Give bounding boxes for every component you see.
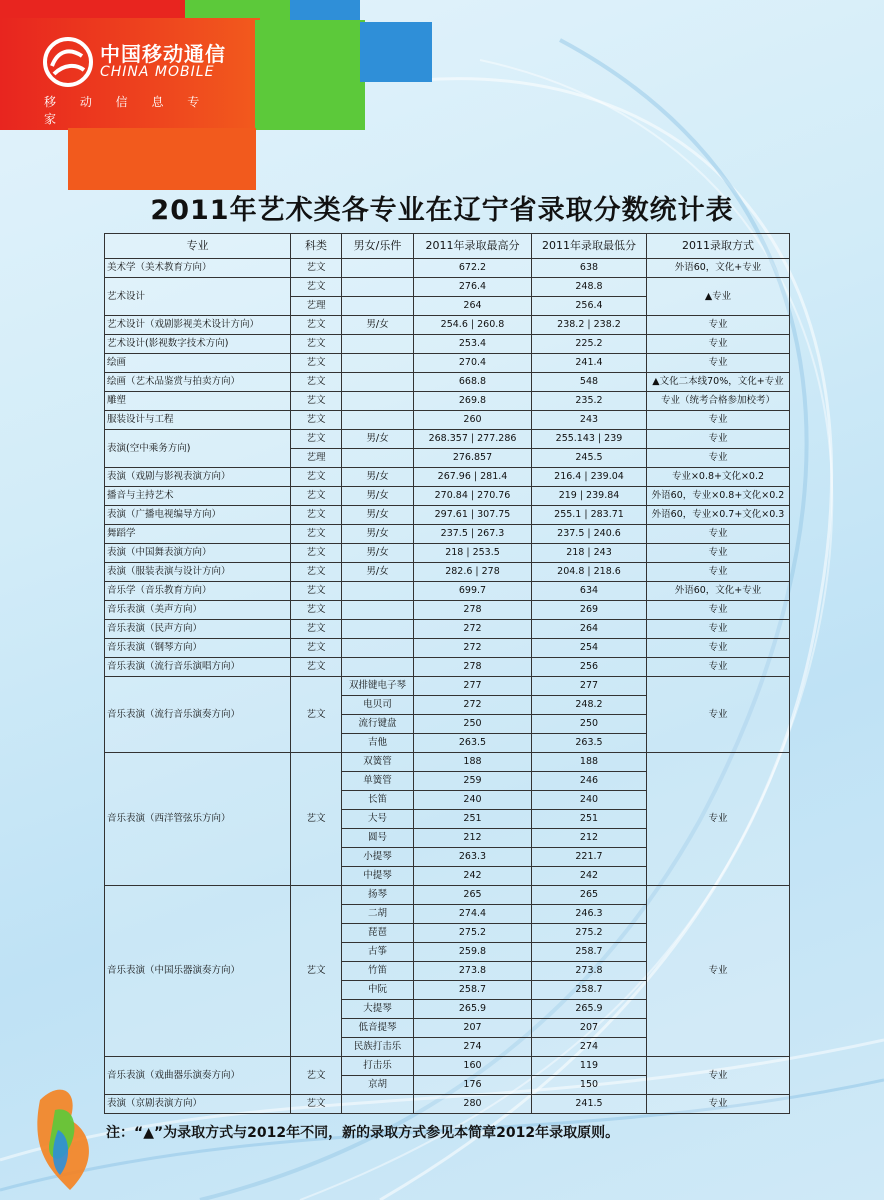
cell-high: 160 [414, 1057, 532, 1076]
cell-sub: 双簧管 [342, 753, 414, 772]
cell-high: 274.4 [414, 905, 532, 924]
cell-low: 240 [532, 791, 647, 810]
brand-logo [42, 36, 242, 126]
cell-method: 专业 [647, 525, 790, 544]
cell-low: 250 [532, 715, 647, 734]
cell-major: 音乐表演（中国乐器演奏方向） [105, 886, 291, 1057]
table-row [105, 601, 790, 620]
cell-major: 服装设计与工程 [105, 411, 291, 430]
cell-low: 269 [532, 601, 647, 620]
cell-sub [342, 278, 414, 297]
cell-major: 表演（广播电视编导方向） [105, 506, 291, 525]
cell-low: 274 [532, 1038, 647, 1057]
cell-method: 专业 [647, 753, 790, 886]
cell-method: 专业 [647, 1095, 790, 1114]
cell-high: 258.7 [414, 981, 532, 1000]
cell-sub: 打击乐 [342, 1057, 414, 1076]
cell-category: 艺文 [291, 1095, 342, 1114]
table-row [105, 753, 790, 772]
cell-low: 241.5 [532, 1095, 647, 1114]
cell-high: 699.7 [414, 582, 532, 601]
cell-high: 282.6 | 278 [414, 563, 532, 582]
cell-low: 256.4 [532, 297, 647, 316]
cell-sub [342, 373, 414, 392]
flame-emblem-icon [37, 1090, 89, 1190]
cell-low: 248.8 [532, 278, 647, 297]
cell-low: 277 [532, 677, 647, 696]
cell-high: 273.8 [414, 962, 532, 981]
cell-high: 254.6 | 260.8 [414, 316, 532, 335]
cell-method: 外语60，专业×0.8+文化×0.2 [647, 487, 790, 506]
cell-category: 艺文 [291, 506, 342, 525]
cell-low: 204.8 | 218.6 [532, 563, 647, 582]
cell-method: 专业 [647, 563, 790, 582]
cell-major: 表演（戏剧与影视表演方向） [105, 468, 291, 487]
cell-sub [342, 620, 414, 639]
cell-high: 253.4 [414, 335, 532, 354]
cell-method: 专业 [647, 886, 790, 1057]
table-row [105, 658, 790, 677]
cell-category: 艺文 [291, 430, 342, 449]
cell-low: 254 [532, 639, 647, 658]
table-header-row [105, 234, 790, 259]
table-row [105, 392, 790, 411]
cell-method: 专业 [647, 544, 790, 563]
cell-low: 221.7 [532, 848, 647, 867]
cell-method: 专业 [647, 430, 790, 449]
cell-major: 表演（京剧表演方向） [105, 1095, 291, 1114]
cell-high: 276.4 [414, 278, 532, 297]
cell-low: 245.5 [532, 449, 647, 468]
cell-sub [342, 601, 414, 620]
cell-major: 音乐表演（流行音乐演唱方向） [105, 658, 291, 677]
cell-high: 264 [414, 297, 532, 316]
cell-high: 265.9 [414, 1000, 532, 1019]
cell-high: 251 [414, 810, 532, 829]
cell-category: 艺文 [291, 525, 342, 544]
cell-sub: 琵琶 [342, 924, 414, 943]
cell-high: 212 [414, 829, 532, 848]
cell-method: ▲文化二本线70%，文化+专业 [647, 373, 790, 392]
cell-major: 音乐表演（美声方向） [105, 601, 291, 620]
cell-method: 专业 [647, 316, 790, 335]
cell-method: 专业（统考合格参加校考） [647, 392, 790, 411]
cell-category: 艺文 [291, 278, 342, 297]
cell-low: 263.5 [532, 734, 647, 753]
cell-low: 548 [532, 373, 647, 392]
cell-low: 225.2 [532, 335, 647, 354]
cell-low: 265 [532, 886, 647, 905]
cell-sub: 二胡 [342, 905, 414, 924]
header-major: 专业 [105, 234, 291, 259]
cell-high: 267.96 | 281.4 [414, 468, 532, 487]
cell-sub: 男/女 [342, 525, 414, 544]
cell-major: 雕塑 [105, 392, 291, 411]
table-row [105, 544, 790, 563]
header-gender-instrument: 男女/乐件 [342, 234, 414, 259]
cell-major: 表演（中国舞表演方向） [105, 544, 291, 563]
table-row [105, 1057, 790, 1076]
score-table [104, 233, 790, 1114]
cell-sub [342, 582, 414, 601]
cell-low: 246.3 [532, 905, 647, 924]
table-row [105, 411, 790, 430]
cell-category: 艺文 [291, 753, 342, 886]
brand-name-en: CHINA MOBILE [100, 64, 215, 80]
table-row [105, 525, 790, 544]
cell-high: 278 [414, 658, 532, 677]
table-row [105, 582, 790, 601]
cell-sub: 圆号 [342, 829, 414, 848]
cell-method: 外语60，文化+专业 [647, 259, 790, 278]
cell-category: 艺文 [291, 354, 342, 373]
cell-high: 176 [414, 1076, 532, 1095]
cell-low: 246 [532, 772, 647, 791]
cell-sub [342, 658, 414, 677]
cell-sub [342, 411, 414, 430]
table-row [105, 886, 790, 905]
cell-category: 艺文 [291, 544, 342, 563]
cell-low: 188 [532, 753, 647, 772]
header-method: 2011录取方式 [647, 234, 790, 259]
cell-low: 251 [532, 810, 647, 829]
page-title: 2011年艺术类各专业在辽宁省录取分数统计表 [150, 195, 734, 226]
cell-low: 207 [532, 1019, 647, 1038]
cell-high: 274 [414, 1038, 532, 1057]
cell-sub: 男/女 [342, 316, 414, 335]
cell-category: 艺文 [291, 468, 342, 487]
cell-category: 艺文 [291, 373, 342, 392]
cell-category: 艺理 [291, 297, 342, 316]
cell-method: 专业 [647, 335, 790, 354]
cell-sub: 电贝司 [342, 696, 414, 715]
cell-category: 艺文 [291, 886, 342, 1057]
cell-sub: 男/女 [342, 430, 414, 449]
cell-low: 241.4 [532, 354, 647, 373]
header-category: 科类 [291, 234, 342, 259]
cell-high: 672.2 [414, 259, 532, 278]
cell-category: 艺文 [291, 259, 342, 278]
cell-high: 272 [414, 639, 532, 658]
cell-high: 242 [414, 867, 532, 886]
cell-low: 258.7 [532, 943, 647, 962]
cell-major: 绘画 [105, 354, 291, 373]
cell-high: 275.2 [414, 924, 532, 943]
cell-category: 艺文 [291, 658, 342, 677]
cell-major: 音乐表演（戏曲器乐演奏方向） [105, 1057, 291, 1095]
cell-high: 250 [414, 715, 532, 734]
cell-major: 绘画（艺术品鉴赏与拍卖方向） [105, 373, 291, 392]
cell-category: 艺文 [291, 582, 342, 601]
cell-high: 276.857 [414, 449, 532, 468]
cell-major: 音乐表演（钢琴方向） [105, 639, 291, 658]
cell-category: 艺文 [291, 601, 342, 620]
cell-low: 634 [532, 582, 647, 601]
table-row [105, 335, 790, 354]
cell-category: 艺文 [291, 316, 342, 335]
cell-low: 248.2 [532, 696, 647, 715]
cell-major: 音乐表演（民声方向） [105, 620, 291, 639]
cell-category: 艺文 [291, 487, 342, 506]
cell-low: 150 [532, 1076, 647, 1095]
cell-high: 278 [414, 601, 532, 620]
cell-low: 255.143 | 239 [532, 430, 647, 449]
cell-low: 273.8 [532, 962, 647, 981]
cell-sub: 民族打击乐 [342, 1038, 414, 1057]
cell-major: 音乐表演（流行音乐演奏方向） [105, 677, 291, 753]
cell-low: 218 | 243 [532, 544, 647, 563]
table-row [105, 1095, 790, 1114]
cell-sub: 低音提琴 [342, 1019, 414, 1038]
cell-low: 638 [532, 259, 647, 278]
cell-category: 艺文 [291, 677, 342, 753]
cell-sub [342, 259, 414, 278]
cell-high: 269.8 [414, 392, 532, 411]
cell-high: 272 [414, 696, 532, 715]
cell-major: 音乐表演（西洋管弦乐方向） [105, 753, 291, 886]
cell-category: 艺文 [291, 620, 342, 639]
cell-method: 专业 [647, 639, 790, 658]
cell-sub: 中提琴 [342, 867, 414, 886]
cell-sub: 单簧管 [342, 772, 414, 791]
table-row [105, 620, 790, 639]
cell-major: 表演(空中乘务方向) [105, 430, 291, 468]
table-row [105, 639, 790, 658]
cell-low: 235.2 [532, 392, 647, 411]
cell-high: 259.8 [414, 943, 532, 962]
china-mobile-logo-icon [42, 36, 94, 88]
table-row [105, 354, 790, 373]
cell-high: 668.8 [414, 373, 532, 392]
cell-high: 272 [414, 620, 532, 639]
table-row [105, 487, 790, 506]
cell-category: 艺文 [291, 411, 342, 430]
cell-high: 240 [414, 791, 532, 810]
cell-sub [342, 297, 414, 316]
cell-category: 艺文 [291, 639, 342, 658]
cell-sub: 古筝 [342, 943, 414, 962]
cell-high: 268.357 | 277.286 [414, 430, 532, 449]
cell-major: 艺术设计 [105, 278, 291, 316]
cell-sub: 双排键电子琴 [342, 677, 414, 696]
cell-low: 255.1 | 283.71 [532, 506, 647, 525]
cell-high: 237.5 | 267.3 [414, 525, 532, 544]
cell-method: 专业 [647, 677, 790, 753]
table-row [105, 278, 790, 297]
brand-name-cn: 中国移动通信 [100, 42, 226, 66]
cell-sub [342, 335, 414, 354]
cell-category: 艺理 [291, 449, 342, 468]
cell-low: 265.9 [532, 1000, 647, 1019]
cell-major: 播音与主持艺术 [105, 487, 291, 506]
cell-major: 舞蹈学 [105, 525, 291, 544]
cell-sub: 男/女 [342, 544, 414, 563]
cell-low: 275.2 [532, 924, 647, 943]
cell-low: 258.7 [532, 981, 647, 1000]
cell-sub [342, 449, 414, 468]
cell-low: 242 [532, 867, 647, 886]
cell-method: 专业 [647, 1057, 790, 1095]
cell-sub: 小提琴 [342, 848, 414, 867]
table-row [105, 677, 790, 696]
cell-high: 277 [414, 677, 532, 696]
cell-major: 音乐学（音乐教育方向） [105, 582, 291, 601]
cell-high: 270.84 | 270.76 [414, 487, 532, 506]
cell-high: 280 [414, 1095, 532, 1114]
cell-sub: 流行键盘 [342, 715, 414, 734]
instrument-group-rows [105, 677, 790, 1095]
cell-high: 297.61 | 307.75 [414, 506, 532, 525]
table-row [105, 506, 790, 525]
cell-major: 艺术设计(影视数字技术方向) [105, 335, 291, 354]
cell-sub: 京胡 [342, 1076, 414, 1095]
cell-high: 259 [414, 772, 532, 791]
cell-sub: 男/女 [342, 563, 414, 582]
cell-sub [342, 639, 414, 658]
table-row [105, 468, 790, 487]
cell-low: 216.4 | 239.04 [532, 468, 647, 487]
cell-category: 艺文 [291, 563, 342, 582]
table-row [105, 563, 790, 582]
cell-method: 专业 [647, 620, 790, 639]
cell-sub [342, 354, 414, 373]
cell-low: 119 [532, 1057, 647, 1076]
cell-sub: 大提琴 [342, 1000, 414, 1019]
cell-high: 218 | 253.5 [414, 544, 532, 563]
cell-major: 艺术设计（戏剧影视美术设计方向） [105, 316, 291, 335]
cell-high: 263.5 [414, 734, 532, 753]
cell-high: 270.4 [414, 354, 532, 373]
brand-slogan: 移 动 信 息 专 家 [44, 95, 210, 126]
cell-category: 艺文 [291, 335, 342, 354]
cell-method: 专业 [647, 449, 790, 468]
cell-sub [342, 1095, 414, 1114]
cell-low: 237.5 | 240.6 [532, 525, 647, 544]
cell-sub [342, 392, 414, 411]
footnote: 注：“▲”为录取方式与2012年不同，新的录取方式参见本简章2012年录取原则。 [106, 1125, 620, 1141]
cell-method: 专业×0.8+文化×0.2 [647, 468, 790, 487]
cell-method: 外语60，文化+专业 [647, 582, 790, 601]
cell-sub: 吉他 [342, 734, 414, 753]
cell-high: 207 [414, 1019, 532, 1038]
cell-sub: 男/女 [342, 506, 414, 525]
cell-sub: 长笛 [342, 791, 414, 810]
cell-method: 专业 [647, 354, 790, 373]
cell-low: 212 [532, 829, 647, 848]
cell-method: 专业 [647, 411, 790, 430]
cell-sub: 大号 [342, 810, 414, 829]
cell-method: 外语60，专业×0.7+文化×0.3 [647, 506, 790, 525]
cell-method: 专业 [647, 601, 790, 620]
table-row [105, 316, 790, 335]
cell-sub: 竹笛 [342, 962, 414, 981]
cell-category: 艺文 [291, 392, 342, 411]
cell-sub: 扬琴 [342, 886, 414, 905]
header-high-score: 2011年录取最高分 [414, 234, 532, 259]
cell-category: 艺文 [291, 1057, 342, 1095]
cell-sub: 中阮 [342, 981, 414, 1000]
cell-major: 美术学（美术教育方向） [105, 259, 291, 278]
table-row [105, 430, 790, 449]
table-row [105, 373, 790, 392]
cell-high: 263.3 [414, 848, 532, 867]
cell-low: 219 | 239.84 [532, 487, 647, 506]
cell-low: 238.2 | 238.2 [532, 316, 647, 335]
cell-method: 专业 [647, 658, 790, 677]
cell-low: 243 [532, 411, 647, 430]
table-row [105, 259, 790, 278]
cell-low: 264 [532, 620, 647, 639]
cell-sub: 男/女 [342, 468, 414, 487]
cell-sub: 男/女 [342, 487, 414, 506]
cell-high: 260 [414, 411, 532, 430]
cell-high: 188 [414, 753, 532, 772]
cell-high: 265 [414, 886, 532, 905]
cell-major: 表演（服装表演与设计方向） [105, 563, 291, 582]
cell-low: 256 [532, 658, 647, 677]
cell-method: ▲专业 [647, 278, 790, 316]
header-low-score: 2011年录取最低分 [532, 234, 647, 259]
